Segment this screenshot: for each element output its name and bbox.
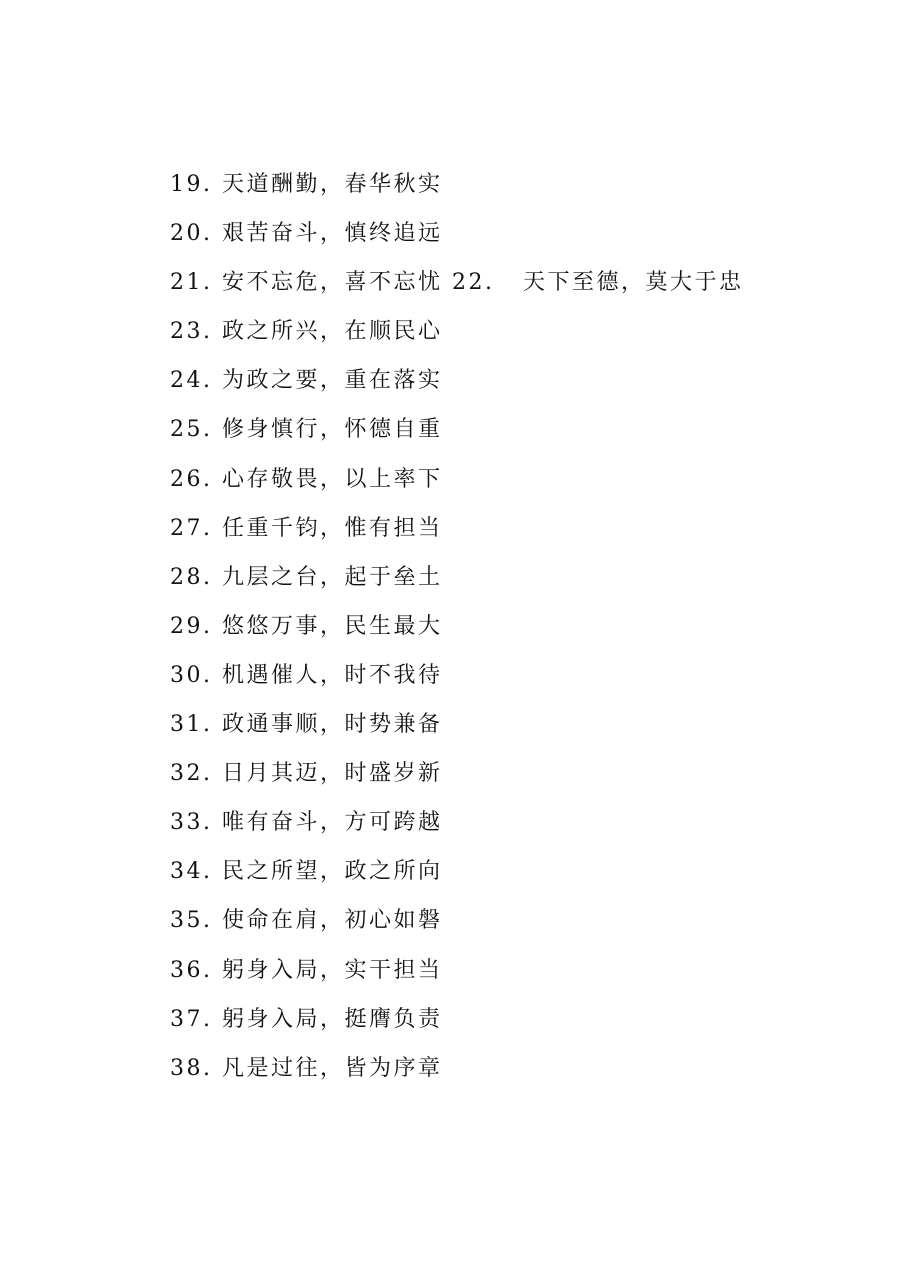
list-item: 37. 躬身入局，挺膺负责 (170, 1006, 443, 1032)
list-item: 21. 安不忘危，喜不忘忧 22. 天下至德，莫大于忠 (170, 270, 744, 296)
list-item: 35. 使命在肩，初心如磐 (170, 908, 443, 934)
list-item: 30. 机遇催人，时不我待 (170, 662, 443, 688)
list-item: 34. 民之所望，政之所向 (170, 859, 443, 885)
list-item: 31. 政通事顺，时势兼备 (170, 712, 443, 738)
list-item: 20. 艰苦奋斗，慎终追远 (170, 221, 443, 247)
list-item: 29. 悠悠万事，民生最大 (170, 613, 443, 639)
list-item: 33. 唯有奋斗，方可跨越 (170, 810, 443, 836)
list-item: 25. 修身慎行，怀德自重 (170, 417, 443, 443)
list-item: 28. 九层之台，起于垒土 (170, 564, 443, 590)
slogan-list (170, 160, 743, 1093)
list-item: 27. 任重千钧，惟有担当 (170, 515, 443, 541)
list-item: 24. 为政之要，重在落实 (170, 368, 443, 394)
list-item: 26. 心存敬畏，以上率下 (170, 466, 443, 492)
list-item: 38. 凡是过往，皆为序章 (170, 1055, 443, 1081)
list-item: 36. 躬身入局，实干担当 (170, 957, 443, 983)
list-item: 23. 政之所兴，在顺民心 (170, 319, 443, 345)
list-item: 19. 天道酬勤，春华秋实 (170, 172, 443, 197)
list-item: 32. 日月其迈，时盛岁新 (170, 761, 443, 787)
